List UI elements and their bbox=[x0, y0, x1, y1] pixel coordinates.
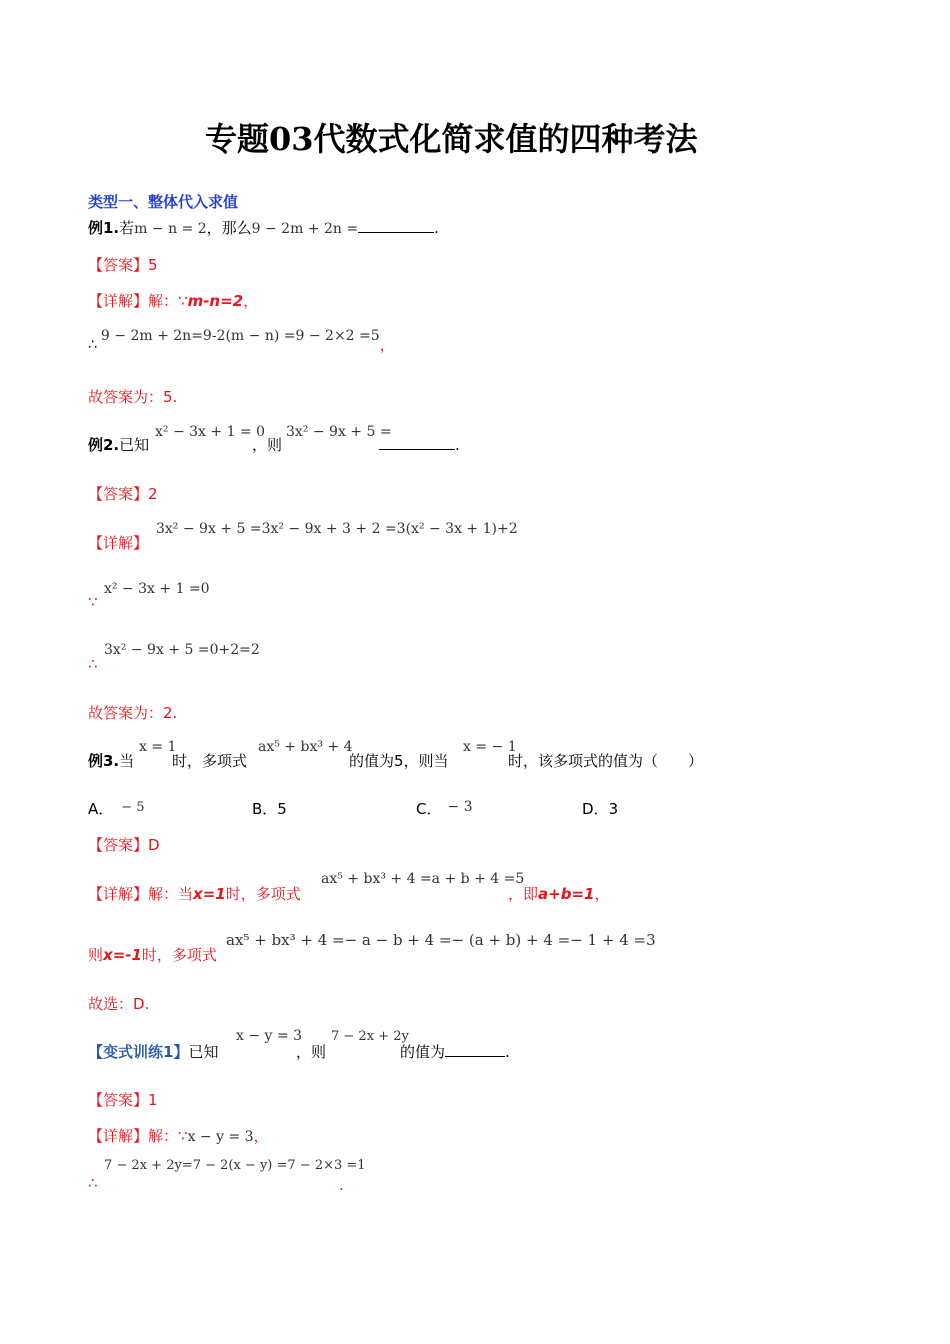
page-title: 专题03代数式化简求值的四种考法 bbox=[205, 120, 698, 158]
variant-end bbox=[400, 1043, 510, 1061]
example-1 bbox=[88, 219, 439, 238]
comma: ， bbox=[379, 336, 395, 354]
derivation-line bbox=[88, 326, 395, 354]
final-answer: 故答案为：2. bbox=[88, 704, 178, 722]
example-text: 当 bbox=[119, 752, 135, 770]
math-equation: 3x² − 9x + 5 =0+2=2 bbox=[104, 642, 260, 658]
answer-label: 【答案】 bbox=[88, 256, 149, 274]
example-label: 例3. bbox=[88, 752, 120, 770]
answer-label: 【答案】 bbox=[88, 1091, 149, 1109]
math-equation: ax⁵ + bx³ + 4 =− a − b + 4 =− (a + b) + 4 =− 1 + 4 =3 bbox=[226, 931, 656, 949]
final-answer: 故选：D. bbox=[88, 995, 150, 1013]
variant-1 bbox=[88, 1043, 218, 1061]
math-expression: 3x² − 9x + 5 = bbox=[286, 424, 392, 440]
math-condition: x² − 3x + 1 = 0 bbox=[155, 424, 266, 440]
detail-label: 【详解】 bbox=[88, 885, 149, 903]
option-value: 5 bbox=[277, 800, 287, 818]
period: . bbox=[505, 1043, 510, 1061]
therefore-symbol: ∴ bbox=[88, 1174, 98, 1192]
detail-line bbox=[88, 1127, 269, 1146]
math-condition: m − n = 2 bbox=[134, 221, 207, 237]
math-expression: ax⁵ + bx³ + 4 bbox=[258, 739, 353, 755]
answer-value: D bbox=[148, 836, 160, 854]
detail-line bbox=[88, 946, 217, 964]
math-equation: ax⁵ + bx³ + 4 =a + b + 4 =5 bbox=[321, 871, 525, 887]
detail-text: 解：∵ bbox=[148, 1127, 188, 1145]
option-key: C． bbox=[416, 800, 442, 818]
example-text: ，则 bbox=[252, 436, 283, 454]
math-expression: 7 − 2x + 2y bbox=[331, 1029, 409, 1044]
answer-blank-wrap bbox=[379, 436, 460, 454]
detail-text: 则 bbox=[88, 946, 104, 964]
example-text: 的值为 bbox=[400, 1043, 446, 1061]
detail-text: 解：∵ bbox=[148, 292, 188, 310]
detail-text: 时，多项式 bbox=[225, 885, 301, 903]
answer-label: 【答案】 bbox=[88, 836, 149, 854]
answer-line bbox=[88, 485, 158, 503]
example-text: 时，该多项式的值为（ ） bbox=[508, 752, 704, 770]
option-key: A． bbox=[88, 800, 114, 818]
option-key: D． bbox=[582, 800, 609, 818]
option-value: − 5 bbox=[121, 800, 145, 815]
detail-text: ， bbox=[594, 885, 610, 903]
math-equation: x² − 3x + 1 =0 bbox=[104, 581, 210, 597]
example-text: 已知 bbox=[119, 436, 150, 454]
math-equation: 7 − 2x + 2y=7 − 2(x − y) =7 − 2×3 =1 bbox=[104, 1158, 366, 1173]
math-condition: x − y = 3 bbox=[187, 1129, 254, 1145]
detail-text: ， bbox=[243, 292, 259, 310]
example-text: ，那么 bbox=[206, 219, 252, 237]
math-equation: 3x² − 9x + 5 =3x² − 9x + 3 + 2 =3(x² − 3x + 1)+2 bbox=[156, 521, 518, 537]
answer-value: 5 bbox=[148, 256, 158, 274]
answer-line bbox=[88, 836, 160, 854]
period: . bbox=[434, 219, 439, 237]
math-condition: x = 1 bbox=[139, 739, 177, 755]
section-heading: 类型一、整体代入求值 bbox=[88, 193, 239, 211]
detail-condition: m-n=2 bbox=[187, 292, 244, 310]
detail-line-end bbox=[508, 885, 609, 903]
math-condition: x = − 1 bbox=[463, 739, 517, 755]
detail-text: 解：当 bbox=[148, 885, 194, 903]
variant-label: 【变式训练1】 bbox=[88, 1043, 189, 1061]
answer-value: 2 bbox=[148, 485, 158, 503]
math-expression: 9 − 2m + 2n = bbox=[251, 221, 359, 237]
answer-line bbox=[88, 256, 158, 274]
answer-blank bbox=[379, 448, 455, 450]
example-text: 若 bbox=[119, 219, 135, 237]
example-2 bbox=[88, 436, 149, 454]
therefore-symbol: ∴ bbox=[88, 337, 97, 353]
answer-label: 【答案】 bbox=[88, 485, 149, 503]
option-key: B． bbox=[252, 800, 278, 818]
option-b bbox=[252, 800, 287, 818]
period: . bbox=[455, 436, 460, 454]
example-text: 时，多项式 bbox=[172, 752, 248, 770]
answer-blank bbox=[445, 1055, 505, 1057]
example-text: 的值为5，则当 bbox=[349, 752, 449, 770]
option-d bbox=[582, 800, 618, 818]
because-symbol: ∵ bbox=[88, 593, 98, 611]
option-c bbox=[416, 800, 473, 819]
detail-text: ， bbox=[253, 1127, 269, 1145]
detail-label: 【详解】 bbox=[88, 292, 149, 310]
detail-line bbox=[88, 292, 258, 310]
example-text: ，则 bbox=[296, 1043, 327, 1061]
math-condition: x − y = 3 bbox=[236, 1028, 302, 1044]
therefore-symbol: ∴ bbox=[88, 655, 98, 673]
example-text: 已知 bbox=[188, 1043, 219, 1061]
detail-text: ，即 bbox=[508, 885, 539, 903]
detail-text: 时，多项式 bbox=[141, 946, 217, 964]
example-label: 例2. bbox=[88, 436, 120, 454]
example-label: 例1. bbox=[88, 219, 120, 237]
final-answer: 故答案为：5. bbox=[88, 388, 178, 406]
answer-value: 1 bbox=[148, 1091, 158, 1109]
detail-condition: a+b=1 bbox=[538, 885, 595, 903]
detail-line bbox=[88, 885, 301, 903]
detail-label: 【详解】 bbox=[88, 1127, 149, 1145]
detail-condition: x=1 bbox=[193, 885, 226, 903]
example-3 bbox=[88, 752, 134, 770]
option-value: − 3 bbox=[447, 799, 473, 815]
option-a bbox=[88, 800, 145, 819]
option-value: 3 bbox=[608, 800, 619, 818]
detail-label: 【详解】 bbox=[88, 534, 149, 552]
detail-condition: x=-1 bbox=[103, 946, 142, 964]
period: . bbox=[339, 1176, 344, 1194]
answer-blank bbox=[358, 231, 434, 233]
answer-line bbox=[88, 1091, 158, 1109]
math-equation: 9 − 2m + 2n=9-2(m − n) =9 − 2×2 =5 bbox=[100, 328, 380, 344]
